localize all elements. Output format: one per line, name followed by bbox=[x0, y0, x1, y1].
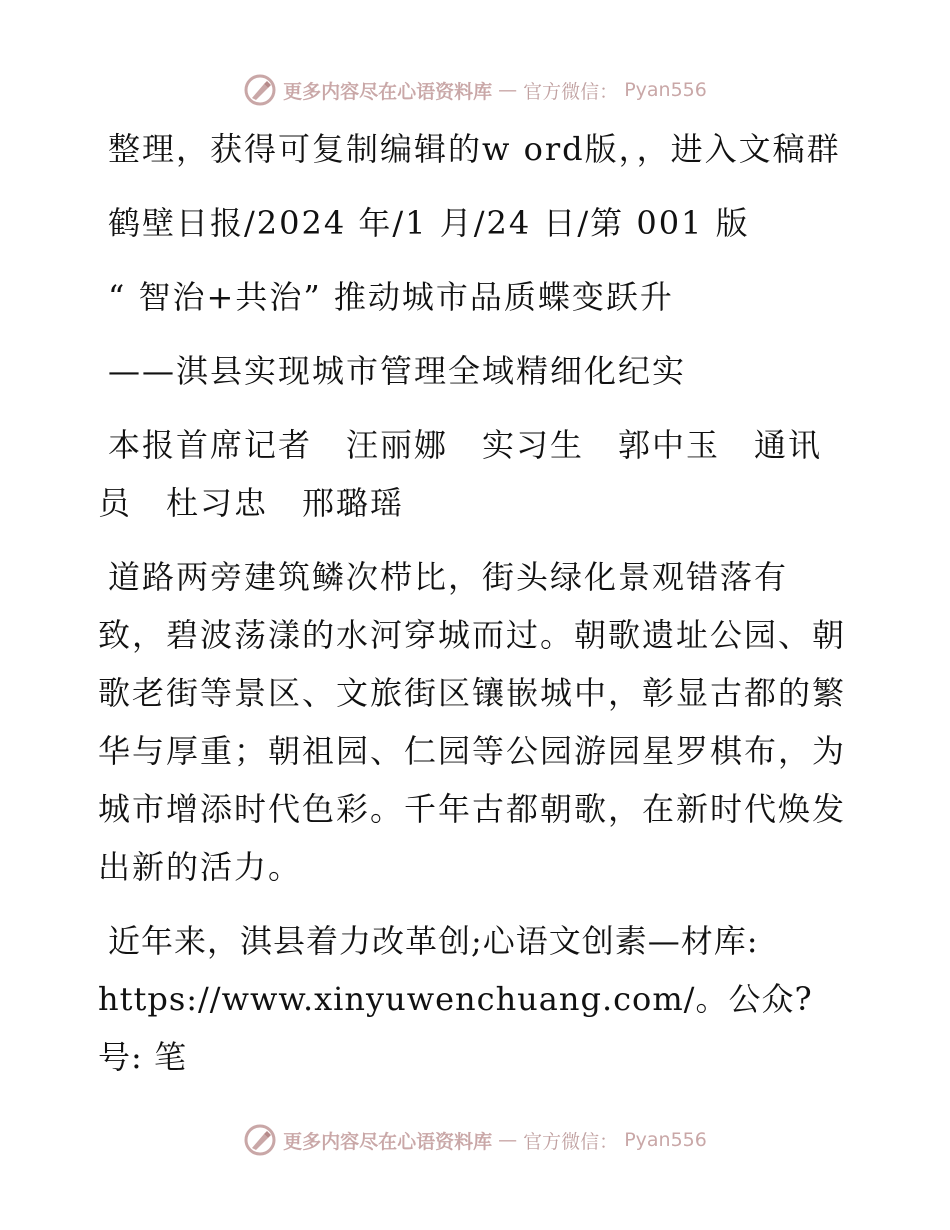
watermark-text: 更多内容尽在心语资料库 bbox=[283, 80, 493, 103]
watermark-wechat-label: 官方微信： bbox=[523, 1130, 619, 1153]
subheadline: ——淇县实现城市管理全域精细化纪实 bbox=[108, 352, 687, 390]
headline: “ 智治+共治” 推动城市品质蝶变跃升 bbox=[108, 278, 674, 316]
watermark-dash: — bbox=[498, 79, 518, 101]
watermark-dash: — bbox=[498, 1129, 518, 1151]
paragraph-1: 道路两旁建筑鳞次栉比，街头绿化景观错落有致，碧波荡漾的水河穿城而过。朝歌遗址公园、朝歌老街等景区、文旅街区镶嵌城中，彰显古都的繁华与厚重；朝祖园、仁园等公园游园星罗棋布，为城市增添时代色彩。千年古都朝歌，在新时代焕发出新的活力。 bbox=[98, 558, 847, 886]
document-body bbox=[98, 120, 850, 1086]
pen-nib-logo-icon bbox=[243, 1123, 277, 1157]
watermark-banner-top bbox=[0, 70, 950, 110]
source-line: 鹤壁日报/2024 年/1 月/24 日/第 001 版 bbox=[108, 204, 750, 242]
intro-line: 整理，获得可复制编辑的w ord版，，进入文稿群 bbox=[108, 130, 841, 168]
paragraph-2-start: 近年来，淇县着力改革创;心语文创素—材库: bbox=[108, 922, 759, 960]
watermark-wechat-label: 官方微信： bbox=[523, 80, 619, 103]
watermark-text: 更多内容尽在心语资料库 bbox=[283, 1130, 493, 1153]
watermark-banner-bottom bbox=[0, 1120, 950, 1160]
watermark-wechat-id: Pyan556 bbox=[624, 79, 707, 101]
paragraph-2-url-line: https://www.xinyuwenchuang.com/。公众?号: 笔 bbox=[98, 980, 813, 1076]
watermark-wechat-id: Pyan556 bbox=[624, 1129, 707, 1151]
pen-nib-logo-icon bbox=[243, 73, 277, 107]
byline: 本报首席记者 汪丽娜 实习生 郭中玉 通讯员 杜习忠 邢璐瑶 bbox=[98, 426, 823, 522]
